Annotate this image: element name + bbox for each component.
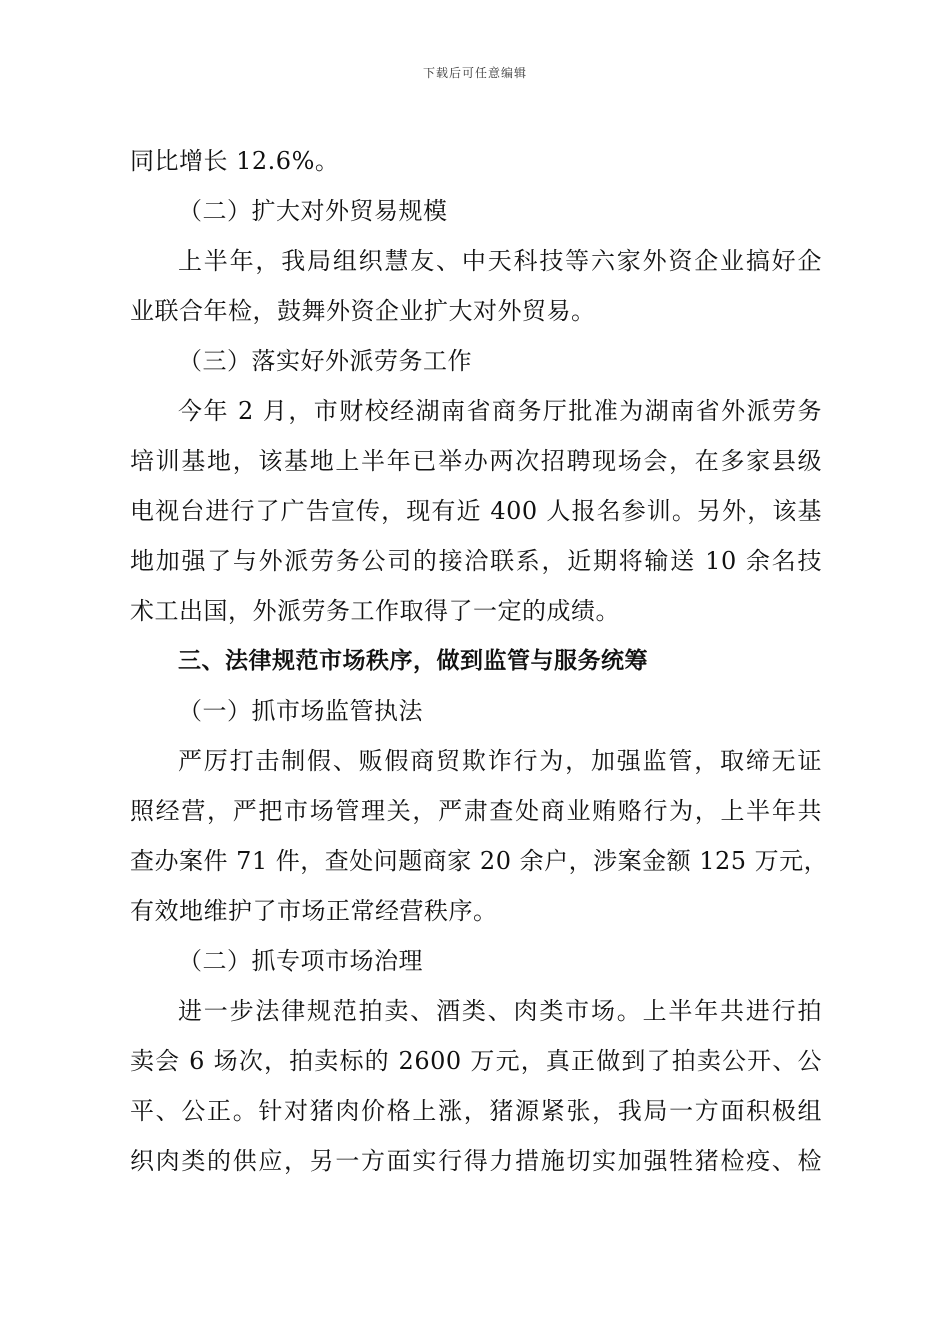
paragraph-line: 业联合年检，鼓舞外资企业扩大对外贸易。 <box>130 297 596 325</box>
section-heading: 三、法律规范市场秩序，做到监管与服务统筹 <box>178 648 648 674</box>
paragraph-line: 平、公正。针对猪肉价格上涨，猪源紧张，我局一方面积极组 <box>130 1097 822 1125</box>
paragraph-line: 术工出国，外派劳务工作取得了一定的成绩。 <box>130 597 620 625</box>
paragraph-line: 上半年，我局组织慧友、中天科技等六家外资企业搞好企 <box>178 247 822 275</box>
paragraph-line: 查办案件 71 件，查处问题商家 20 余户，涉案金额 125 万元， <box>130 847 829 875</box>
paragraph-line: 今年 2 月，市财校经湖南省商务厅批准为湖南省外派劳务 <box>178 397 822 425</box>
paragraph-line: 地加强了与外派劳务公司的接洽联系，近期将输送 10 余名技 <box>130 547 822 575</box>
paragraph-line: 照经营，严把市场管理关，严肃查处商业贿赂行为，上半年共 <box>130 797 822 825</box>
paragraph-line: 进一步法律规范拍卖、酒类、肉类市场。上半年共进行拍 <box>178 997 822 1025</box>
paragraph-line: 织肉类的供应，另一方面实行得力措施切实加强牲猪检疫、检 <box>130 1147 822 1175</box>
paragraph-line: 电视台进行了广告宣传，现有近 400 人报名参训。另外，该基 <box>130 497 822 525</box>
page-header-note: 下载后可任意编辑 <box>422 66 527 80</box>
paragraph-line: 严厉打击制假、贩假商贸欺诈行为，加强监管，取缔无证 <box>178 747 822 775</box>
paragraph-line: 有效地维护了市场正常经营秩序。 <box>130 897 498 925</box>
paragraph-line: 培训基地，该基地上半年已举办两次招聘现场会，在多家县级 <box>130 447 822 475</box>
section-subheading: （一）抓市场监管执法 <box>178 697 423 725</box>
paragraph-line: 同比增长 12.6%。 <box>130 147 340 175</box>
section-subheading: （二）抓专项市场治理 <box>178 947 423 975</box>
paragraph-line: 卖会 6 场次，拍卖标的 2600 万元，真正做到了拍卖公开、公 <box>130 1047 822 1075</box>
section-subheading: （三）落实好外派劳务工作 <box>178 347 472 375</box>
section-subheading: （二）扩大对外贸易规模 <box>178 197 448 225</box>
document-body <box>130 136 829 1186</box>
